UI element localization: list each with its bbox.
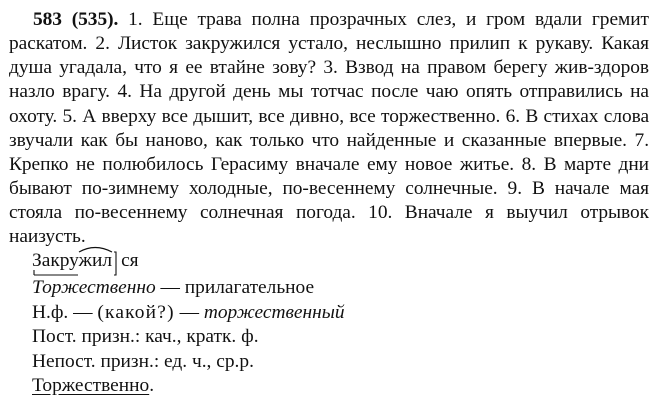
initial-form-prefix: Н.ф. —	[32, 301, 98, 323]
initial-form-question: (какой?)	[97, 301, 175, 323]
part-of-speech: — прилагательное	[155, 277, 315, 298]
syntax-role-line	[32, 374, 632, 399]
parse-word-suffix: ся	[121, 250, 139, 271]
morpheme-parse-line	[32, 246, 632, 276]
page	[9, 8, 649, 250]
initial-form-value: торжественный	[203, 301, 345, 323]
final-word: Торжественно	[32, 375, 150, 397]
morpheme-markings-icon	[32, 246, 152, 278]
part-of-speech-line	[32, 276, 632, 301]
initial-form-line	[32, 301, 632, 326]
final-punctuation: .	[149, 375, 155, 397]
parse-word-root: Закружил	[32, 250, 113, 271]
analyzed-word: Торжественно	[32, 277, 156, 298]
exercise-paragraph	[9, 8, 649, 250]
morpheme-parse	[32, 246, 139, 276]
exercise-text: 1. Еще трава полна прозрачных слез, и гром вдали гремит раскатом. 2. Листок закружился устало, неслышно прилип к рукаву. Какая душа угадала, что я ее втайне зову? 3. Взвод на правом берегу жив-здоров назло врагу. 4. На другой день мы тотчас после чаю опять отправились на охоту. 5. А вверху все дышит, все дивно, все торжественно. 6. В стихах слова звучали как бы наново, как только что найденные и сказанные впервые. 7. Крепко не полюбилось Герасиму вначале ему новое житье. 8. В марте дни бывают по-зимнему холодные, по-весеннему солнечные. 9. В начале мая стояла по-весеннему солнечная погода. 10. Вначале я выучил отрывок наизусть.	[9, 9, 649, 248]
constant-features-line: Пост. призн.: кач., кратк. ф.	[32, 326, 259, 348]
initial-form-dash: —	[174, 301, 204, 323]
variable-features-line: Непост. призн.: ед. ч., ср.р.	[32, 350, 254, 372]
word-analysis	[32, 246, 632, 399]
exercise-number: 583 (535).	[33, 9, 119, 30]
